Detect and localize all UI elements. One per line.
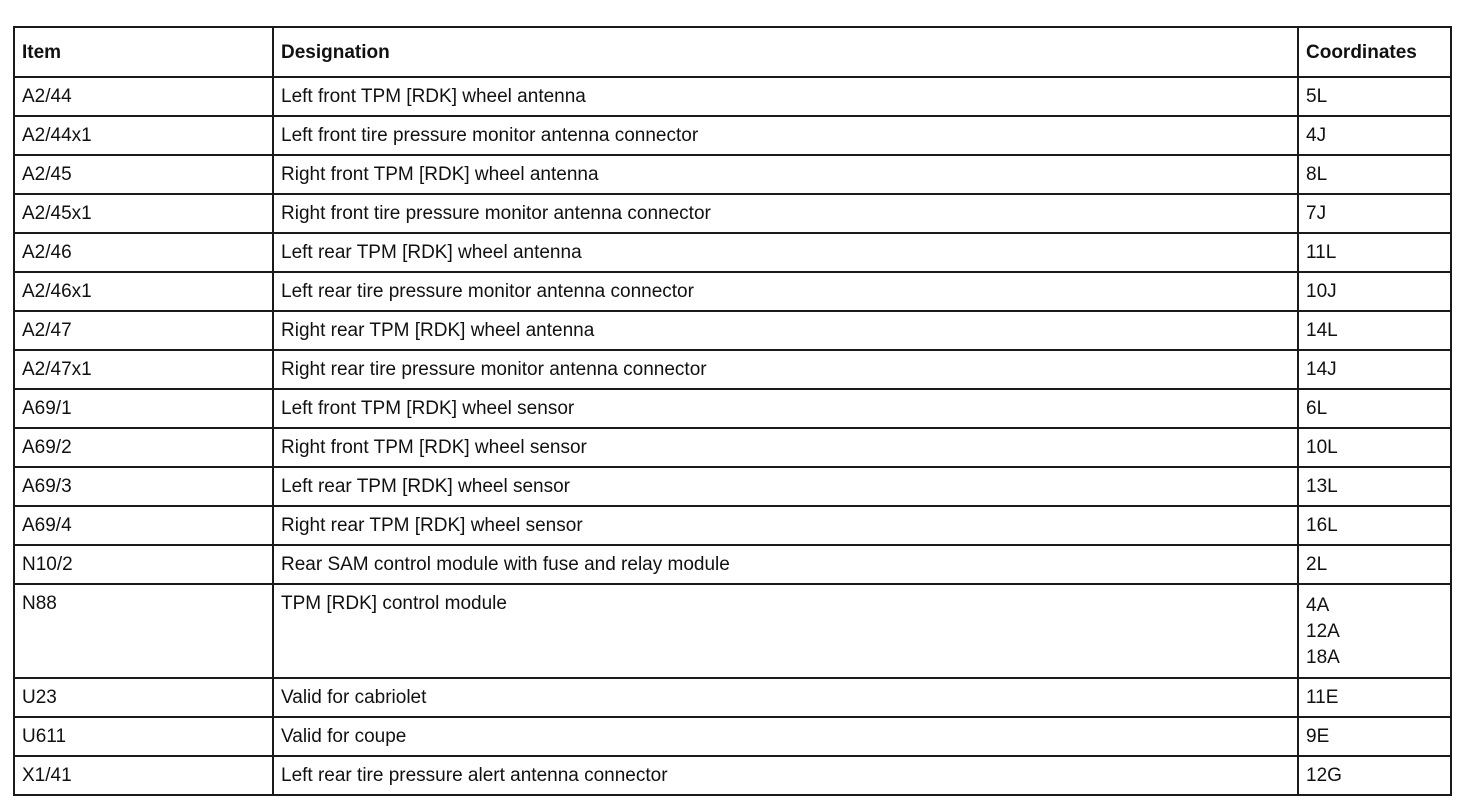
item-cell: A2/46x1: [14, 272, 273, 311]
coordinates-cell: [1298, 584, 1451, 678]
coordinate-value: 7J: [1306, 202, 1327, 224]
coordinates-cell: [1298, 311, 1451, 350]
table-row: [14, 233, 1451, 272]
header-item: Item: [14, 27, 273, 77]
item-cell: U611: [14, 717, 273, 756]
coordinate-value: 4A: [1306, 595, 1330, 616]
table-row: [14, 756, 1451, 795]
designation-cell: Left rear TPM [RDK] wheel antenna: [273, 233, 1298, 272]
item-cell: N10/2: [14, 545, 273, 584]
table-row: [14, 272, 1451, 311]
table-row: [14, 506, 1451, 545]
item-cell: A2/45: [14, 155, 273, 194]
coordinate-value: 9E: [1306, 725, 1330, 747]
coordinates-cell: [1298, 717, 1451, 756]
designation-cell: Valid for coupe: [273, 717, 1298, 756]
header-row: [14, 27, 1451, 77]
table-row: [14, 77, 1451, 116]
designation-cell: Right front TPM [RDK] wheel sensor: [273, 428, 1298, 467]
designation-cell: Valid for cabriolet: [273, 678, 1298, 717]
coordinate-value: 10L: [1306, 436, 1338, 458]
table-body: [14, 77, 1451, 795]
coordinates-cell: [1298, 389, 1451, 428]
coordinates-cell: [1298, 467, 1451, 506]
coordinates-cell: [1298, 194, 1451, 233]
item-cell: A2/47: [14, 311, 273, 350]
coordinate-value: 8L: [1306, 163, 1328, 185]
coordinate-value: 16L: [1306, 514, 1338, 536]
designation-cell: Right front tire pressure monitor antenna connector: [273, 194, 1298, 233]
item-cell: A2/47x1: [14, 350, 273, 389]
designation-cell: Left front TPM [RDK] wheel antenna: [273, 77, 1298, 116]
item-cell: X1/41: [14, 756, 273, 795]
table-row: [14, 155, 1451, 194]
item-cell: A2/44: [14, 77, 273, 116]
item-cell: A69/1: [14, 389, 273, 428]
coordinate-value: 11E: [1306, 686, 1339, 708]
coordinates-cell: [1298, 233, 1451, 272]
item-cell: N88: [14, 584, 273, 678]
designation-cell: Left rear tire pressure alert antenna connector: [273, 756, 1298, 795]
table-row: [14, 116, 1451, 155]
coordinates-cell: [1298, 155, 1451, 194]
designation-cell: Right rear TPM [RDK] wheel antenna: [273, 311, 1298, 350]
coordinate-value: 12G: [1306, 764, 1342, 786]
table-row: [14, 311, 1451, 350]
coordinates-cell: [1298, 545, 1451, 584]
coordinates-cell: [1298, 116, 1451, 155]
coordinates-cell: [1298, 678, 1451, 717]
coordinate-value: 14J: [1306, 358, 1337, 380]
designation-cell: Right rear tire pressure monitor antenna connector: [273, 350, 1298, 389]
coordinates-cell: [1298, 756, 1451, 795]
table-row: [14, 717, 1451, 756]
item-cell: A69/2: [14, 428, 273, 467]
coordinate-value: 6L: [1306, 397, 1328, 419]
coordinate-value: 4J: [1306, 124, 1327, 146]
coordinate-value: 11L: [1306, 241, 1337, 263]
component-table: [13, 26, 1452, 796]
table-row: [14, 350, 1451, 389]
coordinates-cell: [1298, 350, 1451, 389]
coordinate-value: 5L: [1306, 85, 1328, 107]
table-row: [14, 467, 1451, 506]
designation-cell: Right rear TPM [RDK] wheel sensor: [273, 506, 1298, 545]
coordinate-value: 2L: [1306, 553, 1328, 575]
table-row: [14, 428, 1451, 467]
item-cell: A69/4: [14, 506, 273, 545]
item-cell: A2/45x1: [14, 194, 273, 233]
table-row: [14, 389, 1451, 428]
designation-cell: TPM [RDK] control module: [273, 584, 1298, 678]
designation-cell: Left front tire pressure monitor antenna connector: [273, 116, 1298, 155]
designation-cell: Left rear TPM [RDK] wheel sensor: [273, 467, 1298, 506]
coordinates-cell: [1298, 506, 1451, 545]
header-designation: Designation: [273, 27, 1298, 77]
table-row: [14, 584, 1451, 678]
coordinate-value: 12A: [1306, 621, 1340, 642]
coordinate-value: 14L: [1306, 319, 1338, 341]
designation-cell: Left rear tire pressure monitor antenna connector: [273, 272, 1298, 311]
item-cell: A2/46: [14, 233, 273, 272]
coordinates-cell: [1298, 428, 1451, 467]
item-cell: A2/44x1: [14, 116, 273, 155]
table-row: [14, 678, 1451, 717]
coordinates-cell: [1298, 272, 1451, 311]
coordinate-value: 10J: [1306, 280, 1337, 302]
header-coordinates: Coordinates: [1298, 27, 1451, 77]
designation-cell: Rear SAM control module with fuse and relay module: [273, 545, 1298, 584]
table-row: [14, 194, 1451, 233]
designation-cell: Right front TPM [RDK] wheel antenna: [273, 155, 1298, 194]
item-cell: A69/3: [14, 467, 273, 506]
coordinate-value: 13L: [1306, 475, 1338, 497]
item-cell: U23: [14, 678, 273, 717]
designation-cell: Left front TPM [RDK] wheel sensor: [273, 389, 1298, 428]
table-row: [14, 545, 1451, 584]
coordinate-value: 18A: [1306, 647, 1340, 668]
coordinates-cell: [1298, 77, 1451, 116]
